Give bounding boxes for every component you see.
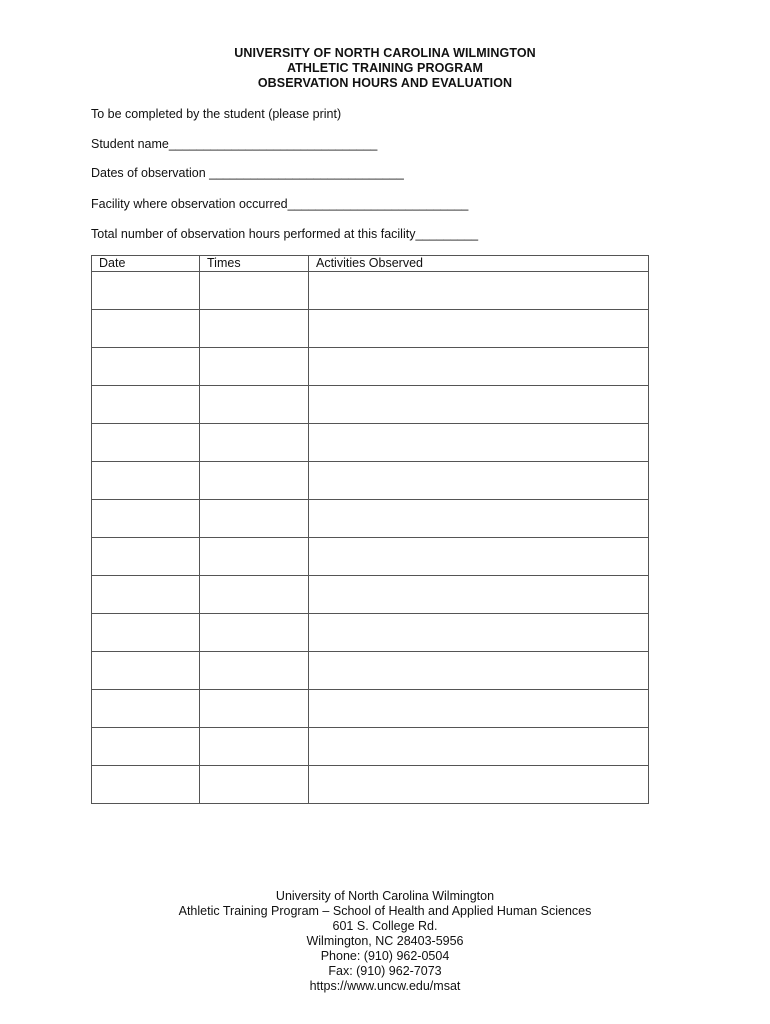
date-cell[interactable] bbox=[92, 500, 200, 538]
table-header-row bbox=[92, 256, 649, 272]
table-row bbox=[92, 538, 649, 576]
times-cell[interactable] bbox=[200, 462, 309, 500]
activities-cell[interactable] bbox=[309, 272, 649, 310]
dates-of-observation-field[interactable]: Dates of observation ____________________________ bbox=[91, 166, 404, 180]
activities-cell[interactable] bbox=[309, 500, 649, 538]
observation-log-table bbox=[91, 255, 649, 804]
instructions-text: To be completed by the student (please print) bbox=[91, 107, 342, 121]
activities-cell[interactable] bbox=[309, 614, 649, 652]
date-cell[interactable] bbox=[92, 614, 200, 652]
column-header-date: Date bbox=[92, 256, 200, 272]
column-header-times: Times bbox=[200, 256, 309, 272]
times-cell[interactable] bbox=[200, 576, 309, 614]
activities-cell[interactable] bbox=[309, 766, 649, 804]
student-name-field[interactable]: Student name______________________________ bbox=[91, 137, 378, 151]
facility-field[interactable]: Facility where observation occurred__________________________ bbox=[91, 197, 469, 211]
date-cell[interactable] bbox=[92, 310, 200, 348]
date-cell[interactable] bbox=[92, 538, 200, 576]
document-header bbox=[0, 46, 770, 91]
total-hours-field[interactable]: Total number of observation hours performed at this facility_________ bbox=[91, 227, 479, 241]
activities-cell[interactable] bbox=[309, 728, 649, 766]
times-cell[interactable] bbox=[200, 766, 309, 804]
date-cell[interactable] bbox=[92, 462, 200, 500]
times-cell[interactable] bbox=[200, 424, 309, 462]
activities-cell[interactable] bbox=[309, 652, 649, 690]
activities-cell[interactable] bbox=[309, 348, 649, 386]
times-cell[interactable] bbox=[200, 348, 309, 386]
table-row bbox=[92, 310, 649, 348]
table-row bbox=[92, 614, 649, 652]
university-title: UNIVERSITY OF NORTH CAROLINA WILMINGTON bbox=[234, 46, 536, 60]
times-cell[interactable] bbox=[200, 690, 309, 728]
activities-cell[interactable] bbox=[309, 576, 649, 614]
footer-phone: Phone: (910) 962-0504 bbox=[320, 949, 450, 963]
table-row bbox=[92, 348, 649, 386]
times-cell[interactable] bbox=[200, 614, 309, 652]
activities-cell[interactable] bbox=[309, 424, 649, 462]
table-row bbox=[92, 690, 649, 728]
column-header-activities: Activities Observed bbox=[309, 256, 649, 272]
date-cell[interactable] bbox=[92, 652, 200, 690]
table-row bbox=[92, 424, 649, 462]
times-cell[interactable] bbox=[200, 310, 309, 348]
table-row bbox=[92, 728, 649, 766]
table-row bbox=[92, 766, 649, 804]
activities-cell[interactable] bbox=[309, 690, 649, 728]
table-row bbox=[92, 500, 649, 538]
table-row bbox=[92, 272, 649, 310]
footer-website-link[interactable]: https://www.uncw.edu/msat bbox=[309, 979, 461, 993]
times-cell[interactable] bbox=[200, 386, 309, 424]
date-cell[interactable] bbox=[92, 766, 200, 804]
table-row bbox=[92, 462, 649, 500]
footer-street-address: 601 S. College Rd. bbox=[332, 919, 438, 933]
times-cell[interactable] bbox=[200, 500, 309, 538]
table-row bbox=[92, 386, 649, 424]
activities-cell[interactable] bbox=[309, 386, 649, 424]
activities-cell[interactable] bbox=[309, 538, 649, 576]
form-title: OBSERVATION HOURS AND EVALUATION bbox=[257, 76, 513, 90]
date-cell[interactable] bbox=[92, 386, 200, 424]
table-row bbox=[92, 576, 649, 614]
times-cell[interactable] bbox=[200, 538, 309, 576]
program-title: ATHLETIC TRAINING PROGRAM bbox=[286, 61, 483, 75]
footer-fax: Fax: (910) 962-7073 bbox=[328, 964, 442, 978]
times-cell[interactable] bbox=[200, 652, 309, 690]
footer-city-state-zip: Wilmington, NC 28403-5956 bbox=[306, 934, 464, 948]
document-footer bbox=[0, 889, 770, 994]
date-cell[interactable] bbox=[92, 576, 200, 614]
activities-cell[interactable] bbox=[309, 310, 649, 348]
table-body bbox=[92, 272, 649, 804]
table-row bbox=[92, 652, 649, 690]
date-cell[interactable] bbox=[92, 690, 200, 728]
date-cell[interactable] bbox=[92, 728, 200, 766]
footer-program: Athletic Training Program – School of Health and Applied Human Sciences bbox=[178, 904, 592, 918]
date-cell[interactable] bbox=[92, 272, 200, 310]
times-cell[interactable] bbox=[200, 728, 309, 766]
activities-cell[interactable] bbox=[309, 462, 649, 500]
date-cell[interactable] bbox=[92, 424, 200, 462]
times-cell[interactable] bbox=[200, 272, 309, 310]
footer-university: University of North Carolina Wilmington bbox=[275, 889, 495, 903]
date-cell[interactable] bbox=[92, 348, 200, 386]
